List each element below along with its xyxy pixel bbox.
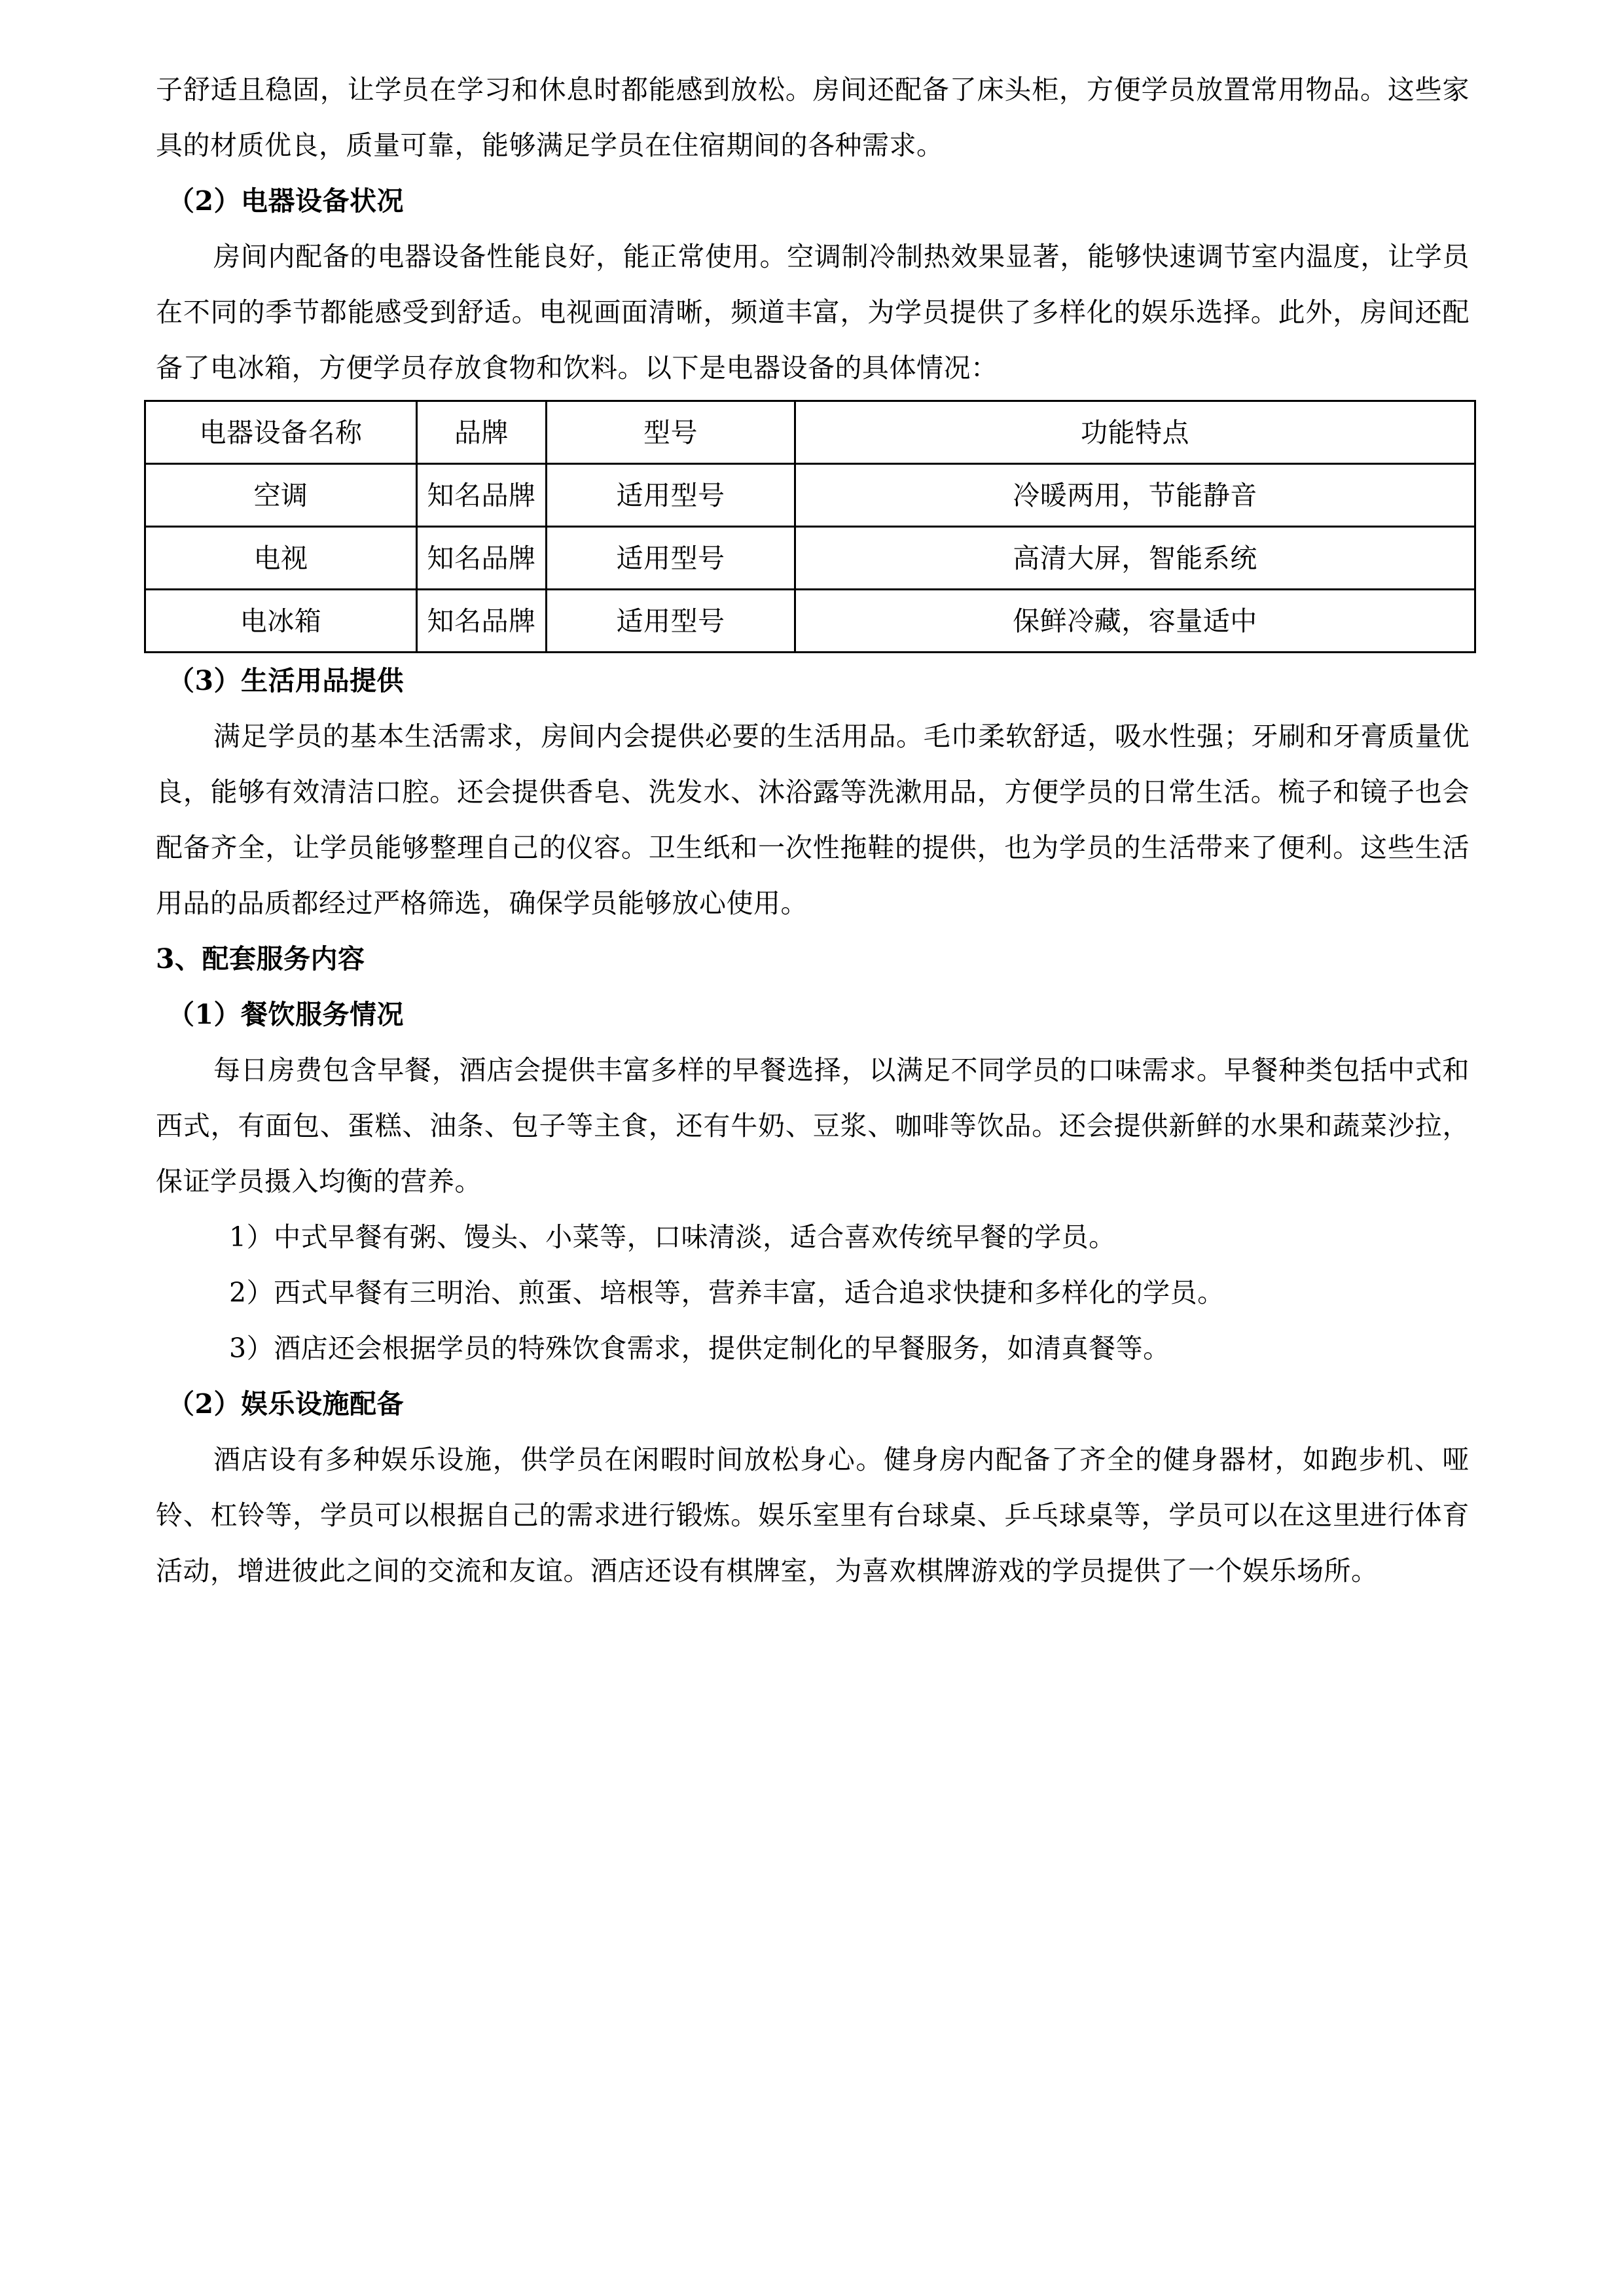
table-cell-features: 高清大屏，智能系统 <box>795 527 1475 590</box>
table-cell-device-name: 电视 <box>145 527 417 590</box>
table-row <box>145 527 1475 590</box>
table-header-cell: 电器设备名称 <box>145 401 417 464</box>
paragraph-furniture-continuation: 子舒适且稳固，让学员在学习和休息时都能感到放松。房间还配备了床头柜，方便学员放置常用物品。这些家具的材质优良，质量可靠，能够满足学员在住宿期间的各种需求。 <box>156 74 1470 161</box>
table-cell-model: 适用型号 <box>547 590 795 653</box>
electrical-device-table <box>144 400 1476 653</box>
table-cell-brand: 知名品牌 <box>417 464 547 527</box>
table-header-cell: 品牌 <box>417 401 547 464</box>
table-header-cell: 功能特点 <box>795 401 1475 464</box>
paragraph-daily-goods: 满足学员的基本生活需求，房间内会提供必要的生活用品。毛巾柔软舒适，吸水性强；牙刷和牙膏质量优良，能够有效清洁口腔。还会提供香皂、洗发水、沐浴露等洗漱用品，方便学员的日常生活。梳子和镜子也会配备齐全，让学员能够整理自己的仪容。卫生纸和一次性拖鞋的提供，也为学员的生活带来了便利。这些生活用品的品质都经过严格筛选，确保学员能够放心使用。 <box>156 721 1470 919</box>
heading-catering-service: （1）餐饮服务情况 <box>168 999 405 1030</box>
paragraph-entertainment-facilities: 酒店设有多种娱乐设施，供学员在闲暇时间放松身心。健身房内配备了齐全的健身器材，如跑步机、哑铃、杠铃等，学员可以根据自己的需求进行锻炼。娱乐室里有台球桌、乒乓球桌等，学员可以在这里进行体育活动，增进彼此之间的交流和友谊。酒店还设有棋牌室，为喜欢棋牌游戏的学员提供了一个娱乐场所。 <box>156 1444 1470 1587</box>
table-header-row <box>145 401 1475 464</box>
paragraph-catering-service: 每日房费包含早餐，酒店会提供丰富多样的早餐选择，以满足不同学员的口味需求。早餐种类包括中式和西式，有面包、蛋糕、油条、包子等主食，还有牛奶、豆浆、咖啡等饮品。还会提供新鲜的水果和蔬菜沙拉，保证学员摄入均衡的营养。 <box>156 1054 1470 1197</box>
list-item: 1）中式早餐有粥、馒头、小菜等，口味清淡，适合喜欢传统早餐的学员。 <box>229 1221 1116 1253</box>
table-cell-model: 适用型号 <box>547 527 795 590</box>
table-cell-model: 适用型号 <box>547 464 795 527</box>
heading-support-services: 3、配套服务内容 <box>156 943 365 975</box>
table-cell-features: 保鲜冷藏，容量适中 <box>795 590 1475 653</box>
list-item: 3）酒店还会根据学员的特殊饮食需求，提供定制化的早餐服务，如清真餐等。 <box>229 1333 1170 1364</box>
table-header-cell: 型号 <box>547 401 795 464</box>
heading-daily-goods: （3）生活用品提供 <box>168 665 405 696</box>
table-cell-brand: 知名品牌 <box>417 527 547 590</box>
table-cell-features: 冷暖两用，节能静音 <box>795 464 1475 527</box>
paragraph-electrical-equipment: 房间内配备的电器设备性能良好，能正常使用。空调制冷制热效果显著，能够快速调节室内温度，让学员在不同的季节都能感受到舒适。电视画面清晰，频道丰富，为学员提供了多样化的娱乐选择。此外，房间还配备了电冰箱，方便学员存放食物和饮料。以下是电器设备的具体情况： <box>156 241 1470 384</box>
table-cell-device-name: 电冰箱 <box>145 590 417 653</box>
list-item: 2）西式早餐有三明治、煎蛋、培根等，营养丰富，适合追求快捷和多样化的学员。 <box>229 1277 1225 1308</box>
device-table-wrapper <box>144 400 1474 653</box>
heading-electrical-equipment: （2）电器设备状况 <box>168 185 405 217</box>
table-cell-device-name: 空调 <box>145 464 417 527</box>
heading-entertainment-facilities: （2）娱乐设施配备 <box>168 1388 405 1420</box>
table-row <box>145 464 1475 527</box>
table-row <box>145 590 1475 653</box>
table-cell-brand: 知名品牌 <box>417 590 547 653</box>
